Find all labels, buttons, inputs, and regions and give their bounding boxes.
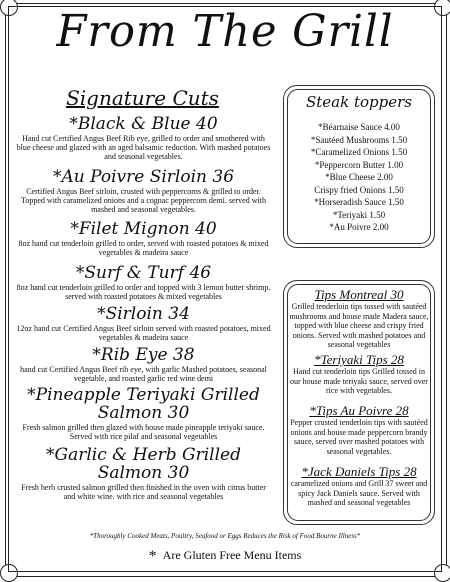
- item-name: *Black & Blue 40: [69, 114, 218, 134]
- signature-cuts-heading: Signature Cuts: [66, 86, 219, 110]
- topper-item: *Blue Cheese 2.00: [325, 172, 393, 182]
- item-desc: Hand cut Certified Angus Beef Rib eye, grilled to order and smothered with blue cheese and glazed with an aged balsamic reduction. With mashed potatoes and seasonal vegetables.: [16, 134, 271, 161]
- steak-toppers-box: [283, 85, 435, 248]
- item-desc: 8oz hand cut tenderloin grilled to order and topped with 3 lemon butter shrimp. served with roasted potatoes & mixed vegetables: [16, 283, 271, 301]
- topper-item: Crispy fried Onions 1.50: [314, 184, 404, 195]
- tip-name: *Tips Au Poivre 28: [309, 403, 409, 418]
- item-name: *Filet Mignon 40: [70, 219, 217, 239]
- item-desc: 8oz hand cut tenderloin grilled to order, served with roasted potatoes & mixed vegetables & madeira sauce: [18, 239, 269, 257]
- item-name: *Pineapple Teriyaki Grilled Salmon 30: [27, 385, 260, 423]
- menu-item-garlic-herb-salmon: [16, 446, 271, 501]
- menu-title: From The Grill: [56, 6, 394, 57]
- tip-desc: caramelized onions and Grill 37 sweet and spicy Jack Daniels sauce. Served with mashed and seasonal vegetables: [290, 479, 428, 507]
- topper-item: *Caramelized Onions 1.50: [310, 147, 408, 157]
- menu-item-rib-eye: [16, 346, 271, 383]
- tip-item-jack-daniels: [288, 464, 430, 508]
- item-desc: hand cut Certified Angus Beef rib eye, with garlic Mashed potatoes, seasonal vegetable, and roasted garlic red wine demi: [20, 365, 267, 383]
- item-desc: Fresh salmon grilled then glazed with house made pineapple teriyaki sauce. Served with rice pilaf and seasonal vegetables: [22, 423, 265, 441]
- item-name: *Garlic & Herb Grilled Salmon 30: [46, 445, 241, 483]
- menu-item-sirloin: [16, 305, 271, 342]
- tip-desc: Grilled tenderloin tips tossed with sautéed mushrooms and house made Madera sauce, topped with blue cheese and crispy fried onions. Served with mashed potatoes and seasonal vegetables: [289, 302, 429, 349]
- tip-name: *Jack Daniels Tips 28: [301, 464, 417, 479]
- item-desc: 12oz hand cut Certified Angus Beef sirloin served with roasted potatoes, mixed vegetables & madeira sauce: [16, 324, 271, 342]
- tip-name: *Teriyaki Tips 28: [314, 352, 404, 367]
- tip-item-montreal: [288, 287, 430, 350]
- topper-item: *Béarnaise Sauce 4.00: [318, 122, 400, 132]
- steak-toppers-heading: Steak toppers: [306, 93, 412, 111]
- menu-item-black-blue: [16, 115, 271, 161]
- item-name: *Sirloin 34: [97, 304, 190, 324]
- item-name: *Rib Eye 38: [92, 345, 195, 365]
- tip-desc: Hand cut tenderloin tips Grilled tossed in our house made teriyaki sauce, served over rice with vegetables.: [290, 367, 428, 395]
- gluten-free-text: Are Gluten Free Menu Items: [162, 548, 302, 562]
- topper-item: *Au Poivre 2.00: [329, 222, 389, 232]
- topper-item: *Teriyaki 1.50: [332, 209, 386, 220]
- tip-desc: Pepper crusted tenderloin tips with sautéed onions and house made peppercorn brandy sauce, served over mashed potatoes with seasonal vegetables.: [290, 418, 428, 456]
- topper-item: *Peppercorn Butter 1.00: [314, 159, 404, 170]
- menu-item-pineapple-teriyaki-salmon: [16, 386, 271, 441]
- menu-item-surf-turf: [16, 264, 271, 301]
- item-desc: Fresh herb crusted salmon grilled then finished in the oven with citrus butter and white wine. with rice and seasonal vegetables: [21, 483, 266, 501]
- topper-item: *Horseradish Sauce 1.50: [314, 197, 404, 207]
- toppers-list: [284, 121, 434, 234]
- item-name: *Surf & Turf 46: [75, 263, 212, 283]
- item-name: *Au Poivre Sirloin 36: [52, 167, 235, 187]
- gluten-free-note: [0, 548, 450, 566]
- tip-item-teriyaki: [288, 352, 430, 396]
- menu-item-au-poivre-sirloin: [16, 168, 271, 214]
- topper-item: *Sautéed Mushrooms 1.50: [310, 134, 408, 145]
- food-safety-footnote: *Thoroughly Cooked Meats, Poultry, Seafood or Eggs Reduces the Risk of Food Bourne Illness*: [89, 532, 361, 540]
- gluten-free-star: *: [148, 548, 157, 565]
- item-desc: Certified Angus Beef sirloin, crusted with peppercorns & grilled to order. Topped with caramelized onions and a cognac peppercorn demi. served with mashed and seasonal vegetables.: [21, 187, 266, 214]
- tip-name: Tips Montreal 30: [314, 287, 404, 302]
- tips-box: [283, 280, 435, 525]
- tip-item-au-poivre: [288, 403, 430, 456]
- menu-item-filet-mignon: [16, 220, 271, 257]
